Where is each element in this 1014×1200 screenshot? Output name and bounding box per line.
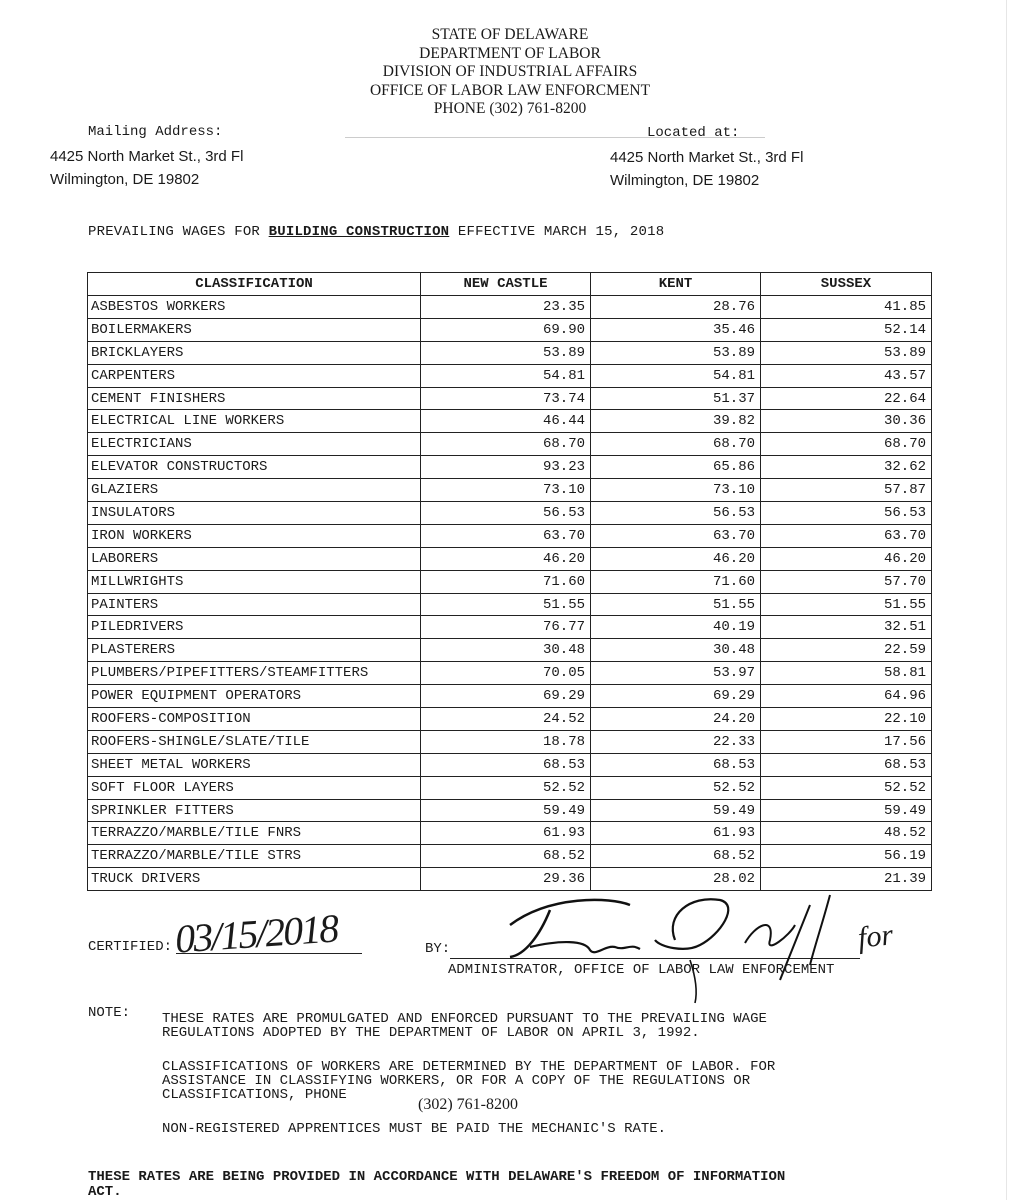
classification-cell: SOFT FLOOR LAYERS bbox=[88, 776, 421, 799]
new-castle-rate: 46.20 bbox=[421, 547, 591, 570]
classification-cell: BRICKLAYERS bbox=[88, 341, 421, 364]
table-row bbox=[88, 753, 932, 776]
sussex-rate: 64.96 bbox=[761, 685, 932, 708]
note-paragraph-2 bbox=[162, 1060, 902, 1102]
note-2-line-3: CLASSIFICATIONS, PHONE bbox=[162, 1087, 347, 1103]
mailing-address-label: Mailing Address: bbox=[88, 124, 223, 140]
classification-cell: PAINTERS bbox=[88, 593, 421, 616]
classification-cell: BOILERMAKERS bbox=[88, 318, 421, 341]
sussex-rate: 53.89 bbox=[761, 341, 932, 364]
kent-rate: 51.55 bbox=[591, 593, 761, 616]
kent-rate: 28.02 bbox=[591, 868, 761, 891]
table-header-row bbox=[88, 273, 932, 296]
sussex-rate: 52.14 bbox=[761, 318, 932, 341]
sussex-rate: 63.70 bbox=[761, 524, 932, 547]
located-address bbox=[610, 146, 900, 192]
kent-rate: 39.82 bbox=[591, 410, 761, 433]
foia-line-2: ACT. bbox=[88, 1184, 122, 1200]
col-classification: CLASSIFICATION bbox=[88, 273, 421, 296]
classification-cell: MILLWRIGHTS bbox=[88, 570, 421, 593]
classification-cell: CARPENTERS bbox=[88, 364, 421, 387]
foia-notice bbox=[88, 1170, 928, 1200]
sussex-rate: 41.85 bbox=[761, 296, 932, 319]
header-phone: PHONE (302) 761-8200 bbox=[433, 100, 587, 117]
new-castle-rate: 70.05 bbox=[421, 662, 591, 685]
sussex-rate: 17.56 bbox=[761, 730, 932, 753]
signature-for-note: for bbox=[856, 918, 895, 955]
sussex-rate: 51.55 bbox=[761, 593, 932, 616]
note-2-line-1: CLASSIFICATIONS OF WORKERS ARE DETERMINED BY THE DEPARTMENT OF LABOR. FOR bbox=[162, 1059, 776, 1075]
kent-rate: 68.52 bbox=[591, 845, 761, 868]
classification-cell: IRON WORKERS bbox=[88, 524, 421, 547]
col-kent: KENT bbox=[591, 273, 761, 296]
sussex-rate: 52.52 bbox=[761, 776, 932, 799]
sussex-rate: 22.59 bbox=[761, 639, 932, 662]
sussex-rate: 30.36 bbox=[761, 410, 932, 433]
table-row bbox=[88, 845, 932, 868]
table-row bbox=[88, 296, 932, 319]
new-castle-rate: 24.52 bbox=[421, 708, 591, 731]
new-castle-rate: 59.49 bbox=[421, 799, 591, 822]
classification-cell: GLAZIERS bbox=[88, 479, 421, 502]
table-row bbox=[88, 639, 932, 662]
sussex-rate: 56.19 bbox=[761, 845, 932, 868]
sussex-rate: 32.62 bbox=[761, 456, 932, 479]
header-division: DIVISION OF INDUSTRIAL AFFAIRS bbox=[382, 63, 638, 80]
sussex-rate: 58.81 bbox=[761, 662, 932, 685]
classification-cell: ROOFERS-COMPOSITION bbox=[88, 708, 421, 731]
col-new-castle: NEW CASTLE bbox=[421, 273, 591, 296]
kent-rate: 53.97 bbox=[591, 662, 761, 685]
mailing-street: 4425 North Market St., 3rd Fl bbox=[50, 148, 244, 165]
note-label: NOTE: bbox=[88, 1005, 131, 1021]
table-row bbox=[88, 730, 932, 753]
foia-line-1: THESE RATES ARE BEING PROVIDED IN ACCORDANCE WITH DELAWARE'S FREEDOM OF INFORMATION bbox=[88, 1169, 786, 1185]
sussex-rate: 57.70 bbox=[761, 570, 932, 593]
table-row bbox=[88, 479, 932, 502]
table-row bbox=[88, 662, 932, 685]
new-castle-rate: 51.55 bbox=[421, 593, 591, 616]
kent-rate: 61.93 bbox=[591, 822, 761, 845]
sussex-rate: 22.10 bbox=[761, 708, 932, 731]
located-city: Wilmington, DE 19802 bbox=[610, 172, 760, 189]
classification-cell: PLASTERERS bbox=[88, 639, 421, 662]
note-paragraph-1 bbox=[162, 1012, 902, 1040]
kent-rate: 59.49 bbox=[591, 799, 761, 822]
new-castle-rate: 69.90 bbox=[421, 318, 591, 341]
new-castle-rate: 73.10 bbox=[421, 479, 591, 502]
classification-cell: ASBESTOS WORKERS bbox=[88, 296, 421, 319]
classification-cell: INSULATORS bbox=[88, 502, 421, 525]
new-castle-rate: 56.53 bbox=[421, 502, 591, 525]
kent-rate: 54.81 bbox=[591, 364, 761, 387]
note-paragraph-3: NON-REGISTERED APPRENTICES MUST BE PAID THE MECHANIC'S RATE. bbox=[162, 1121, 667, 1137]
classification-cell: CEMENT FINISHERS bbox=[88, 387, 421, 410]
kent-rate: 53.89 bbox=[591, 341, 761, 364]
classification-cell: PILEDRIVERS bbox=[88, 616, 421, 639]
table-row bbox=[88, 593, 932, 616]
classification-cell: POWER EQUIPMENT OPERATORS bbox=[88, 685, 421, 708]
new-castle-rate: 76.77 bbox=[421, 616, 591, 639]
title-emphasis: BUILDING CONSTRUCTION bbox=[268, 224, 450, 240]
certified-date: 03/15/2018 bbox=[173, 905, 339, 962]
classification-cell: ELEVATOR CONSTRUCTORS bbox=[88, 456, 421, 479]
certified-label: CERTIFIED: bbox=[88, 939, 173, 955]
header-office: OFFICE OF LABOR LAW ENFORCMENT bbox=[369, 81, 651, 99]
sussex-rate: 68.53 bbox=[761, 753, 932, 776]
table-row bbox=[88, 799, 932, 822]
mailing-city: Wilmington, DE 19802 bbox=[50, 171, 200, 188]
kent-rate: 28.76 bbox=[591, 296, 761, 319]
table-row bbox=[88, 387, 932, 410]
note-1-line-2: REGULATIONS ADOPTED BY THE DEPARTMENT OF LABOR ON APRIL 3, 1992. bbox=[162, 1025, 700, 1041]
new-castle-rate: 73.74 bbox=[421, 387, 591, 410]
table-row bbox=[88, 570, 932, 593]
note-2-line-2: ASSISTANCE IN CLASSIFYING WORKERS, OR FOR A COPY OF THE REGULATIONS OR bbox=[162, 1073, 751, 1089]
sussex-rate: 68.70 bbox=[761, 433, 932, 456]
kent-rate: 69.29 bbox=[591, 685, 761, 708]
table-row bbox=[88, 433, 932, 456]
table-row bbox=[88, 341, 932, 364]
kent-rate: 71.60 bbox=[591, 570, 761, 593]
table-row bbox=[88, 364, 932, 387]
sussex-rate: 56.53 bbox=[761, 502, 932, 525]
new-castle-rate: 68.53 bbox=[421, 753, 591, 776]
classification-cell: TERRAZZO/MARBLE/TILE FNRS bbox=[88, 822, 421, 845]
sussex-rate: 21.39 bbox=[761, 868, 932, 891]
new-castle-rate: 68.70 bbox=[421, 433, 591, 456]
note-phone: (302) 761-8200 bbox=[418, 1096, 518, 1113]
kent-rate: 30.48 bbox=[591, 639, 761, 662]
new-castle-rate: 18.78 bbox=[421, 730, 591, 753]
new-castle-rate: 71.60 bbox=[421, 570, 591, 593]
classification-cell: PLUMBERS/PIPEFITTERS/STEAMFITTERS bbox=[88, 662, 421, 685]
by-label: BY: bbox=[425, 941, 451, 957]
title-prefix: PREVAILING WAGES FOR bbox=[88, 224, 261, 240]
new-castle-rate: 23.35 bbox=[421, 296, 591, 319]
agency-header bbox=[300, 26, 720, 119]
table-row bbox=[88, 502, 932, 525]
certified-date-underline bbox=[176, 953, 362, 954]
new-castle-rate: 93.23 bbox=[421, 456, 591, 479]
new-castle-rate: 61.93 bbox=[421, 822, 591, 845]
new-castle-rate: 30.48 bbox=[421, 639, 591, 662]
table-row bbox=[88, 524, 932, 547]
sussex-rate: 59.49 bbox=[761, 799, 932, 822]
sussex-rate: 32.51 bbox=[761, 616, 932, 639]
col-sussex: SUSSEX bbox=[761, 273, 932, 296]
scan-artifact-edge bbox=[1006, 0, 1007, 1200]
classification-cell: LABORERS bbox=[88, 547, 421, 570]
new-castle-rate: 63.70 bbox=[421, 524, 591, 547]
new-castle-rate: 68.52 bbox=[421, 845, 591, 868]
document-title bbox=[88, 224, 664, 240]
classification-cell: ELECTRICAL LINE WORKERS bbox=[88, 410, 421, 433]
table-row bbox=[88, 616, 932, 639]
kent-rate: 22.33 bbox=[591, 730, 761, 753]
table-row bbox=[88, 318, 932, 341]
sussex-rate: 22.64 bbox=[761, 387, 932, 410]
table-row bbox=[88, 776, 932, 799]
kent-rate: 68.53 bbox=[591, 753, 761, 776]
kent-rate: 46.20 bbox=[591, 547, 761, 570]
classification-cell: SHEET METAL WORKERS bbox=[88, 753, 421, 776]
located-street: 4425 North Market St., 3rd Fl bbox=[610, 149, 804, 166]
classification-cell: ROOFERS-SHINGLE/SLATE/TILE bbox=[88, 730, 421, 753]
kent-rate: 51.37 bbox=[591, 387, 761, 410]
administrator-title: ADMINISTRATOR, OFFICE OF LABOR LAW ENFORCEMENT bbox=[448, 962, 835, 978]
sussex-rate: 43.57 bbox=[761, 364, 932, 387]
classification-cell: SPRINKLER FITTERS bbox=[88, 799, 421, 822]
table-row bbox=[88, 410, 932, 433]
table-row bbox=[88, 547, 932, 570]
mailing-address bbox=[50, 145, 340, 191]
kent-rate: 56.53 bbox=[591, 502, 761, 525]
sussex-rate: 46.20 bbox=[761, 547, 932, 570]
kent-rate: 65.86 bbox=[591, 456, 761, 479]
classification-cell: TRUCK DRIVERS bbox=[88, 868, 421, 891]
kent-rate: 68.70 bbox=[591, 433, 761, 456]
table-row bbox=[88, 822, 932, 845]
new-castle-rate: 53.89 bbox=[421, 341, 591, 364]
sussex-rate: 57.87 bbox=[761, 479, 932, 502]
new-castle-rate: 52.52 bbox=[421, 776, 591, 799]
header-state: STATE OF DELAWARE bbox=[431, 26, 589, 43]
kent-rate: 24.20 bbox=[591, 708, 761, 731]
title-suffix: EFFECTIVE MARCH 15, 2018 bbox=[457, 224, 665, 240]
new-castle-rate: 69.29 bbox=[421, 685, 591, 708]
sussex-rate: 48.52 bbox=[761, 822, 932, 845]
classification-cell: ELECTRICIANS bbox=[88, 433, 421, 456]
note-1-line-1: THESE RATES ARE PROMULGATED AND ENFORCED PURSUANT TO THE PREVAILING WAGE bbox=[162, 1011, 767, 1027]
kent-rate: 40.19 bbox=[591, 616, 761, 639]
new-castle-rate: 46.44 bbox=[421, 410, 591, 433]
new-castle-rate: 54.81 bbox=[421, 364, 591, 387]
table-row bbox=[88, 456, 932, 479]
header-department: DEPARTMENT OF LABOR bbox=[419, 44, 601, 62]
wage-table bbox=[87, 272, 932, 891]
kent-rate: 63.70 bbox=[591, 524, 761, 547]
table-row bbox=[88, 708, 932, 731]
kent-rate: 73.10 bbox=[591, 479, 761, 502]
table-row bbox=[88, 685, 932, 708]
kent-rate: 52.52 bbox=[591, 776, 761, 799]
classification-cell: TERRAZZO/MARBLE/TILE STRS bbox=[88, 845, 421, 868]
new-castle-rate: 29.36 bbox=[421, 868, 591, 891]
located-at-label: Located at: bbox=[647, 125, 740, 141]
wage-table-body bbox=[88, 296, 932, 891]
kent-rate: 35.46 bbox=[591, 318, 761, 341]
